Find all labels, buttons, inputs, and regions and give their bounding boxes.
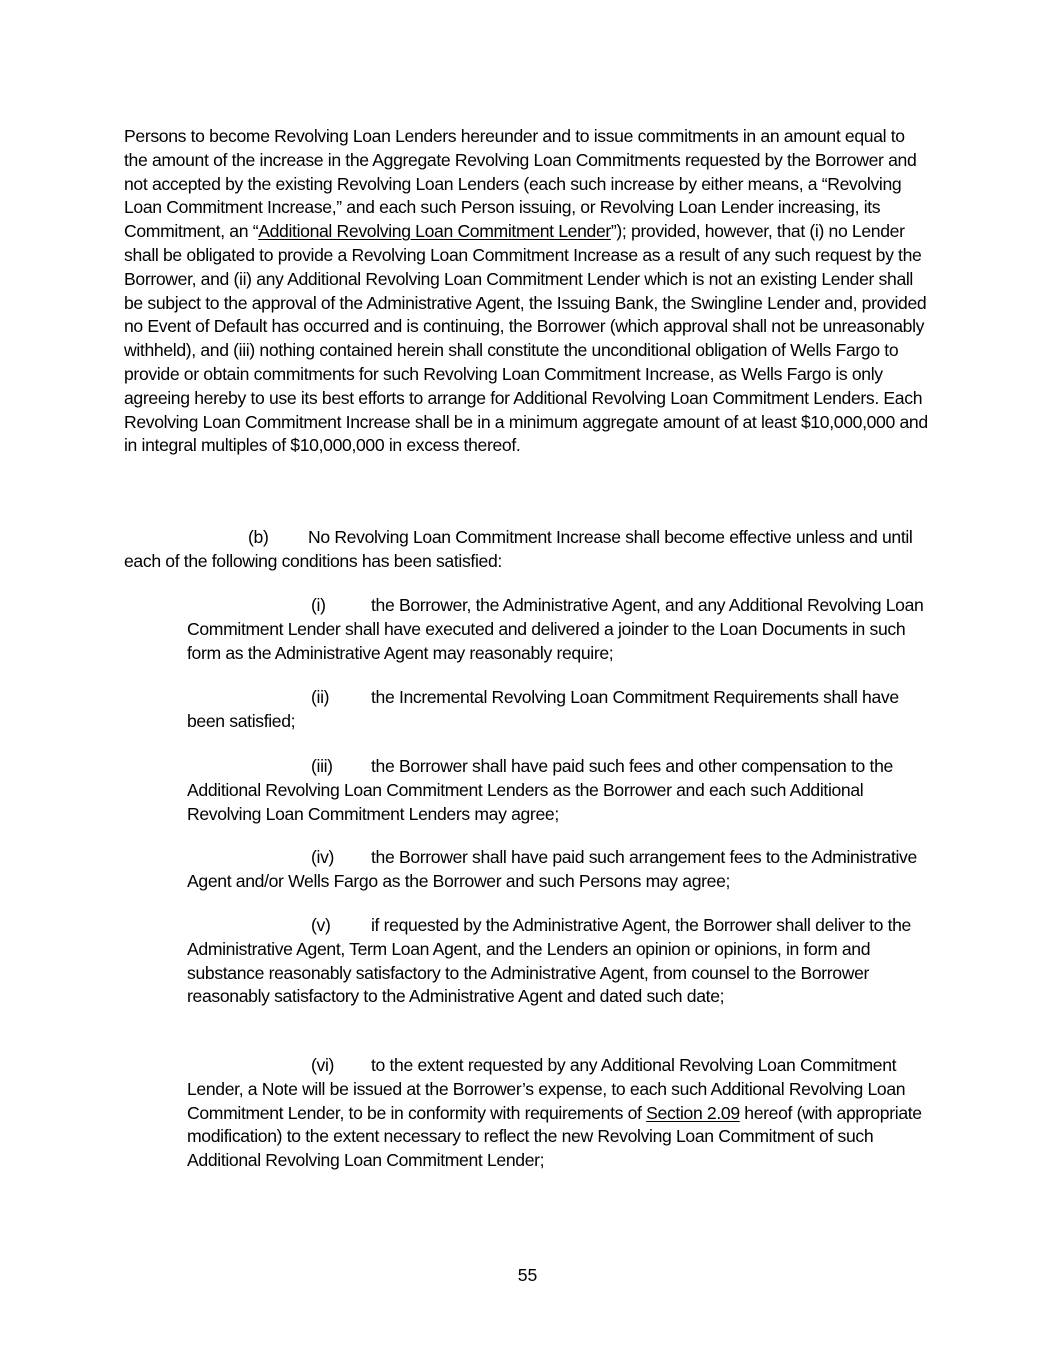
paragraph-a: [124, 125, 932, 458]
item-i: [187, 594, 927, 665]
item-ii-text: the Incremental Revolving Loan Commitment Requirements shall have been satisfied;: [187, 687, 899, 731]
paragraph-b-label: (b): [248, 527, 269, 547]
item-v: [187, 914, 927, 1009]
item-iii-label: (iii): [311, 756, 333, 776]
item-i-label: (i): [311, 595, 326, 615]
item-iv: [187, 846, 927, 894]
item-v-text: if requested by the Administrative Agent, the Borrower shall deliver to the Administrative Agent, Term Loan Agent, and the Lenders an opinion or opinions, in form and substance reasonably satisfactory to the Administrative Agent, from counsel to the Borrower reasonably satisfactory to the Administrative Agent and dated such date;: [187, 915, 911, 1007]
item-iv-text: the Borrower shall have paid such arrangement fees to the Administrative Agent and/or Wells Fargo as the Borrower and such Persons may agree;: [187, 847, 917, 891]
item-vi: [187, 1054, 927, 1173]
item-v-label: (v): [311, 915, 331, 935]
defined-term-additional-revolving-loan-commitment-lender: Additional Revolving Loan Commitment Lender: [258, 221, 611, 242]
item-iii-text: the Borrower shall have paid such fees and other compensation to the Additional Revolving Loan Commitment Lenders as the Borrower and each such Additional Revolving Loan Commitment Lenders may agree;: [187, 756, 893, 824]
item-iii: [187, 755, 927, 826]
item-vi-text-1: to the extent requested by any Additional Revolving Loan Commitment Lender, a Note will be issued at the Borrower’s expense, to each such Additional Revolving Loan Commitment Lender, to be in conformity with requirements of: [187, 1055, 906, 1123]
paragraph-a-text-1: Persons to become Revolving Loan Lenders hereunder and to issue commitments in an amount equal to the amount of the increase in the Aggregate Revolving Loan Commitments requested by the Borrower and not accepted by the existing Revolving Loan Lenders (each such increase by either means, a “Revolving Loan Commitment Increase,” and each such Person issuing, or Revolving Loan Lender increasing, its Commitment, an “: [124, 126, 917, 242]
paragraph-b-text: No Revolving Loan Commitment Increase shall become effective unless and until each of the following conditions has been satisfied:: [124, 527, 913, 571]
item-ii-label: (ii): [311, 687, 330, 707]
item-vi-text-2: hereof (with appropriate modification) to the extent necessary to reflect the new Revolving Loan Commitment of such Additional Revolving Loan Commitment Lender;: [187, 1102, 922, 1171]
item-i-text: the Borrower, the Administrative Agent, and any Additional Revolving Loan Commitment Lender shall have executed and delivered a joinder to the Loan Documents in such form as the Administrative Agent may reasonably require;: [187, 595, 924, 663]
item-vi-label: (vi): [311, 1055, 335, 1075]
paragraph-a-text-2: ”); provided, however, that (i) no Lender shall be obligated to provide a Revolving Loan Commitment Increase as a result of any such request by the Borrower, and (ii) any Additional Revolving Loan Commitment Lender which is not an existing Lender shall be subject to the approval of the Administrative Agent, the Issuing Bank, the Swingline Lender and, provided no Event of Default has occurred and is continuing, the Borrower (which approval shall not be unreasonably withheld), and (iii) nothing contained herein shall constitute the unconditional obligation of Wells Fargo to provide or obtain commitments for such Revolving Loan Commitment Increase, as Wells Fargo is only agreeing hereby to use its best efforts to arrange for Additional Revolving Loan Commitment Lenders. Each Revolving Loan Commitment Increase shall be in a minimum aggregate amount of at least $10,000,000 and in integral multiples of $10,000,000 in excess thereof.: [124, 221, 928, 456]
page-number: 55: [517, 1265, 538, 1285]
section-reference-2-09: Section 2.09: [646, 1102, 740, 1123]
item-iv-label: (iv): [311, 847, 335, 867]
item-ii: [187, 686, 927, 734]
paragraph-b: [124, 526, 932, 574]
